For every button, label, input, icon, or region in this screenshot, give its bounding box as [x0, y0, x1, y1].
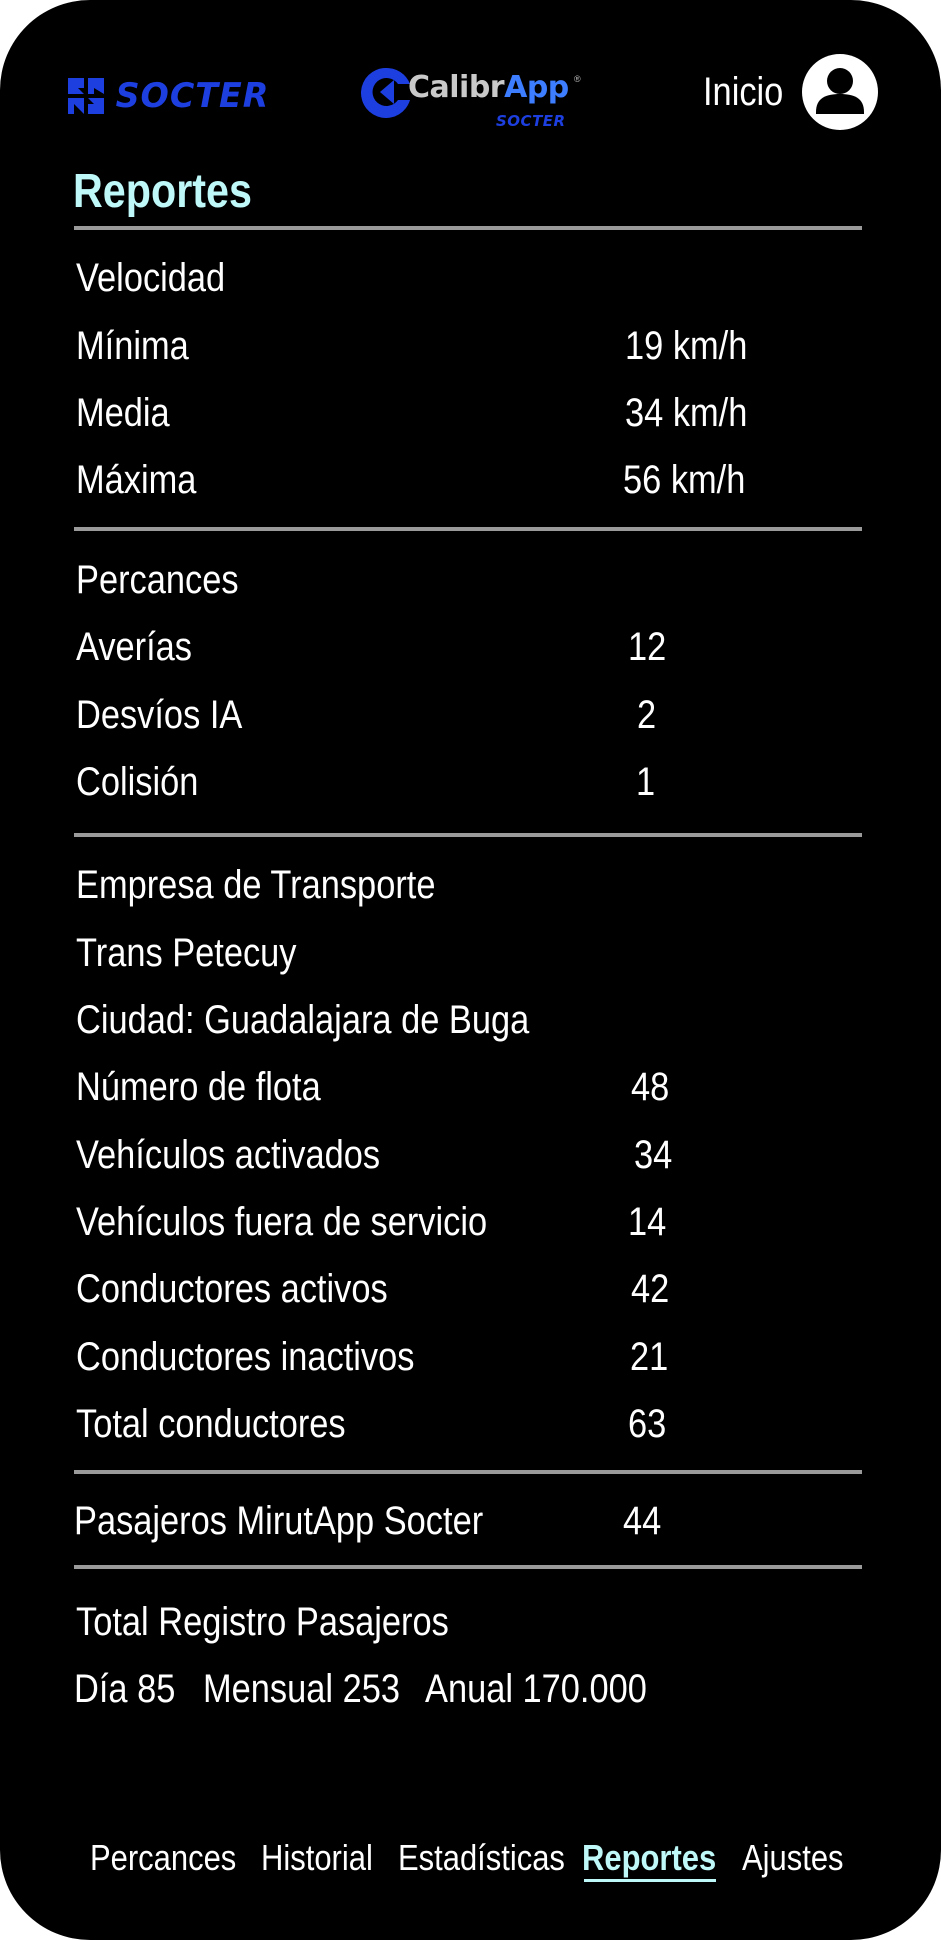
socter-mark-icon [64, 74, 108, 118]
registro-anual: Anual 170.000 [425, 1667, 647, 1711]
vehiculos-activados-value: 34 [634, 1133, 673, 1177]
home-link[interactable]: Inicio [703, 70, 784, 114]
velocidad-heading: Velocidad [76, 256, 226, 300]
vehiculos-activados-label: Vehículos activados [76, 1133, 381, 1177]
empresa-city: Ciudad: Guadalajara de Buga [76, 998, 530, 1042]
user-icon[interactable] [802, 54, 878, 130]
total-conductores-label: Total conductores [76, 1402, 346, 1446]
velocidad-media-value: 34 km/h [625, 391, 748, 435]
nav-historial[interactable]: Historial [261, 1837, 373, 1878]
colision-label: Colisión [76, 760, 199, 804]
socter-logo-text: SOCTER [115, 76, 270, 116]
divider [74, 1470, 862, 1474]
divider [74, 226, 862, 230]
registered-mark: ® [574, 74, 581, 84]
total-conductores-value: 63 [628, 1402, 667, 1446]
divider [74, 833, 862, 837]
nav-percances[interactable]: Percances [90, 1837, 237, 1878]
empresa-heading: Empresa de Transporte [76, 863, 436, 907]
conductores-activos-label: Conductores activos [76, 1267, 388, 1311]
registro-heading: Total Registro Pasajeros [76, 1600, 449, 1644]
averias-label: Averías [76, 625, 193, 669]
pasajeros-app-value: 44 [623, 1499, 662, 1543]
divider [74, 527, 862, 531]
divider [74, 1565, 862, 1569]
velocidad-max-value: 56 km/h [623, 458, 746, 502]
flota-label: Número de flota [76, 1065, 321, 1109]
colision-value: 1 [636, 760, 656, 804]
empresa-name: Trans Petecuy [76, 931, 297, 975]
averias-value: 12 [628, 625, 667, 669]
conductores-inactivos-label: Conductores inactivos [76, 1335, 415, 1379]
desvios-label: Desvíos IA [76, 693, 243, 737]
desvios-value: 2 [637, 693, 657, 737]
calibrapp-mark-icon [358, 66, 412, 120]
conductores-inactivos-value: 21 [630, 1335, 669, 1379]
nav-estadisticas[interactable]: Estadísticas [398, 1837, 565, 1878]
conductores-activos-value: 42 [631, 1267, 670, 1311]
flota-value: 48 [631, 1065, 670, 1109]
calibrapp-logo-text: CalibrApp [408, 70, 569, 105]
velocidad-max-label: Máxima [76, 458, 197, 502]
nav-ajustes[interactable]: Ajustes [742, 1837, 844, 1878]
nav-active-indicator [584, 1879, 716, 1882]
registro-mensual: Mensual 253 [203, 1667, 400, 1711]
velocidad-min-label: Mínima [76, 324, 189, 368]
pasajeros-app-label: Pasajeros MirutApp Socter [74, 1499, 484, 1543]
vehiculos-fuera-value: 14 [628, 1200, 667, 1244]
nav-reportes[interactable]: Reportes [582, 1837, 717, 1878]
socter-logo [64, 72, 271, 120]
percances-heading: Percances [76, 558, 239, 602]
vehiculos-fuera-label: Vehículos fuera de servicio [76, 1200, 488, 1244]
calibrapp-logo-sub: SOCTER [496, 112, 566, 130]
registro-dia: Día 85 [74, 1667, 176, 1711]
page-title: Reportes [73, 165, 252, 218]
velocidad-min-value: 19 km/h [625, 324, 748, 368]
calibrapp-logo [358, 62, 598, 132]
velocidad-media-label: Media [76, 391, 170, 435]
